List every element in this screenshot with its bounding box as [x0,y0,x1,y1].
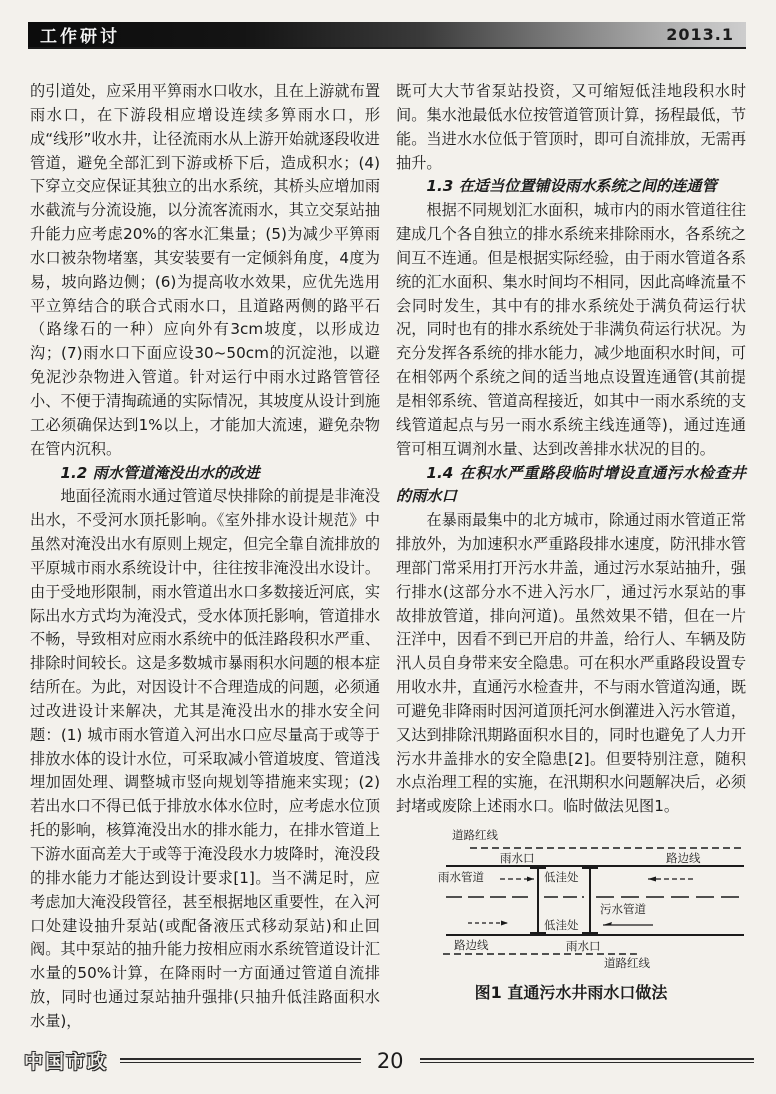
paragraph: 根据不同规划汇水面积，城市内的雨水管道往往建成几个各自独立的排水系统来排除雨水，各系统之间互不连通。但是根据实际经验，由于雨水管道各系统的汇水面积、集水时间均不相同，因此高峰流量不会同时发生，其中有的排水系统处于满负荷运行状况，同时也有的排水系统处于非满负荷运行状况。为充分发挥各系统的排水能力，减少地面积水时间，可在相邻两个系统之间的适当地点设置连通管(其前提是相邻系统、管道高程接近，如其中一雨水系统的支线管道起点与另一雨水系统主线连通等)，通过连通管可相互调剂水量、达到改善排水状况的目的。 [396,201,746,458]
section-label: 工作研讨 [40,27,120,47]
figure-diagram [438,827,748,969]
figure-label-road-red-line-top: 道路红线 [452,828,498,843]
figure-label-curb-line-top: 路边线 [666,851,701,866]
figure-caption: 图1 直通污水井雨水口做法 [474,983,668,1003]
section-heading-1-3: 1.3 在适当位置铺设雨水系统之间的连通管 [426,177,717,196]
footer-rule-left [120,1058,361,1063]
page-footer [24,1047,754,1074]
paragraph: 在暴雨最集中的北方城市，除通过雨水管道正常排放外，为加速积水严重路段排水速度，防汛排水管理部门常采用打开污水井盖，通过污水泵站抽升，强行排水(这部分水不进入污水厂，通过污水泵站的事故排放管道，排向河道)。虽然效果不错，但在一片汪洋中，因看不到已开启的井盖，给行人、车辆及防汛人员自身带来安全隐患。可在积水严重路段设置专用收水井，直通污水检查井，不与雨水管道沟通，既可避免非降雨时因河道顶托河水倒灌进入污水管道，又达到排除汛期路面积水目的，同时也避免了人力开污水井盖排水的安全隐患[2]。但要特别注意，随积水点治理工程的实施，在汛期积水问题解决后，必须封堵或废除上述雨水口。临时做法见图1。 [396,511,746,816]
figure-label-rain-inlet-bottom: 雨水口 [566,939,601,954]
page-header-band [28,22,746,49]
figure-label-road-red-line-bottom: 道路红线 [604,956,650,970]
right-column [396,80,746,1034]
left-column [30,80,380,1034]
figure-label-sewage-pipe: 污水管道 [600,902,646,917]
figure-label-rain-pipe: 雨水管道 [438,870,484,885]
article-body [30,80,746,1034]
figure-1 [396,827,746,1005]
paragraph: 地面径流雨水通过管道尽快排除的前提是非淹没出水，不受河水顶托影响。《室外排水设计规范》中虽然对淹没出水有原则上规定，但完全靠自流排放的平原城市雨水系统设计中，往往按非淹没出水设计。由于受地形限制，雨水管道出水口多数接近河底，实际出水方式均为淹没式，受水体顶托影响，管道排水不畅，导致相对应雨水系统中的低洼路段积水严重、排除时间较长。这是多数城市暴雨积水问题的根本症结所在。为此，对因设计不合理造成的问题，必须通过改进设计来解决，尤其是淹没出水的排水安全问题：(1) 城市雨水管道入河出水口应尽量高于或等于排放水体的设计水位，可采取减小管道坡度、管道浅埋加固处理、调整城市竖向规划等措施来实现；(2) 若出水口不得已低于排放水体水位时，应考虑水位顶托的影响，核算淹没出水的排水能力，在排水管道上下游水面高差大于或等于淹没段水力坡降时，淹没段的排水能力才能达到设计要求[1]。当不满足时，应考虑加大淹没段管径，甚至根据地区重要性，在入河口处建设抽升泵站(或配备液压式移动泵站)和止回阀。其中泵站的抽升能力按相应雨水系统管道设计汇水量的50%计算，在降雨时一方面通过管道自流排放，同时也通过泵站抽升强排(只抽升低洼路面积水水量)， [30,487,380,1030]
figure-label-rain-inlet-top: 雨水口 [500,851,535,866]
section-heading-1-2: 1.2 雨水管道淹没出水的改进 [60,463,260,482]
figure-label-curb-line-bottom: 路边线 [454,938,489,953]
section-heading-1-4: 1.4 在积水严重路段临时增设直通污水检查井的雨水口 [396,463,746,506]
issue-number: 2013.1 [666,25,734,44]
figure-label-low-spot-bottom: 低洼处 [544,918,579,933]
journal-logo: 中国市政 [24,1051,109,1073]
figure-label-low-spot-top: 低洼处 [544,870,579,885]
paragraph: 既可大大节省泵站投资，又可缩短低洼地段积水时间。集水池最低水位按管道管顶计算，扬程最低，节能。当进水水位低于管顶时，即可自流排放，无需再抽升。 [396,82,746,172]
paragraph: 的引道处，应采用平箅雨水口收水，且在上游就布置雨水口，在下游段相应增设连续多箅雨水口，形成“线形”收水井，让径流雨水从上游开始就逐段收进管道，避免全部汇到下游或桥下后，造成积水；(4)下穿立交应保证其独立的出水系统，其桥头应增加雨水截流与分流设施，以分流客流雨水，其立交泵站抽升能力应考虑20%的客水汇集量；(5)为减少平箅雨水口被杂物堵塞，其安装要有一定倾斜角度，4度为易，坡向路边侧；(6)为提高收水效果，应优先选用平立箅结合的联合式雨水口，且道路两侧的路平石（路缘石的一种）应向外有3cm坡度，以形成边沟；(7)雨水口下面应设30~50cm的沉淀池，以避免泥沙杂物进入管道。针对运行中雨水过路管管径小、不便于清掏疏通的实际情况，其坡度从设计到施工必须确保达到1%以上，才能加大流速，避免杂物在管内沉积。 [30,82,380,458]
footer-rule-right [420,1058,754,1063]
page-number: 20 [376,1048,404,1073]
